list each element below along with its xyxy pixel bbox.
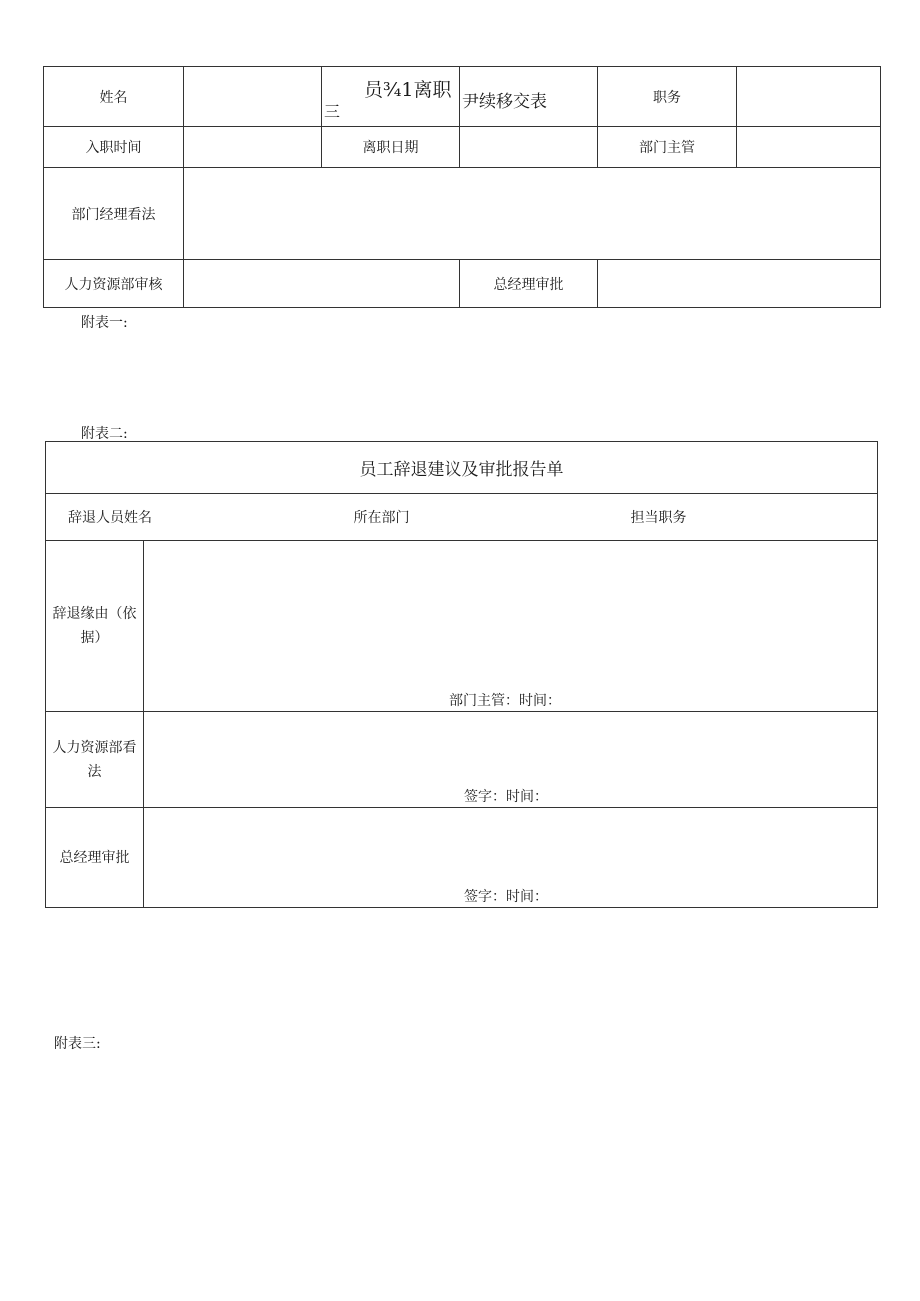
- form-title-text-1: 员¾1离职: [364, 79, 452, 101]
- appendix-2-label: 附表二:: [81, 426, 128, 442]
- form-title-text-3: 尹续移交表: [462, 92, 547, 112]
- leave-date-label: 离职日期: [322, 127, 460, 168]
- reason-label: 辞退缘由（依据）: [46, 541, 144, 712]
- dept-manager-opinion-label: 部门经理看法: [44, 168, 184, 260]
- appendix-1-label: 附表一:: [81, 315, 128, 331]
- dismissed-name-label: 辞退人员姓名: [46, 494, 312, 541]
- form-title-part: [460, 67, 598, 127]
- hr-review-field[interactable]: [184, 260, 460, 308]
- hr-opinion-label: 人力资源部看法: [46, 712, 144, 808]
- department-label: 所在部门: [312, 494, 567, 541]
- name-field[interactable]: [184, 67, 322, 127]
- gm-approval-field-2[interactable]: [144, 808, 878, 908]
- resignation-handover-table: [43, 66, 881, 308]
- form-title-part: [322, 67, 460, 127]
- hr-review-label: 人力资源部审核: [44, 260, 184, 308]
- leave-date-field[interactable]: [460, 127, 598, 168]
- dept-head-field[interactable]: [737, 127, 881, 168]
- gm-approval-label: 总经理审批: [460, 260, 598, 308]
- reason-sign-line: 部门主管：时间：: [449, 693, 561, 709]
- entry-date-field[interactable]: [184, 127, 322, 168]
- reason-field[interactable]: [144, 541, 878, 712]
- dept-manager-opinion-field[interactable]: [184, 168, 881, 260]
- entry-date-label: 入职时间: [44, 127, 184, 168]
- form-title-text-2: 三: [324, 102, 341, 121]
- dismissal-report-table: [45, 441, 878, 908]
- hr-sign-line: 签字：时间：: [464, 789, 548, 805]
- hr-opinion-field[interactable]: [144, 712, 878, 808]
- name-label: 姓名: [44, 67, 184, 127]
- position-label: 职务: [598, 67, 737, 127]
- position-field[interactable]: [737, 67, 881, 127]
- gm-approval-field[interactable]: [598, 260, 881, 308]
- appendix-3-label: 附表三:: [54, 1036, 101, 1052]
- gm-approval-label-2: 总经理审批: [46, 808, 144, 908]
- dept-head-label: 部门主管: [598, 127, 737, 168]
- position-label-2: 担当职务: [567, 494, 878, 541]
- report-title: 员工辞退建议及审批报告单: [46, 442, 878, 494]
- gm-sign-line: 签字：时间：: [464, 889, 548, 905]
